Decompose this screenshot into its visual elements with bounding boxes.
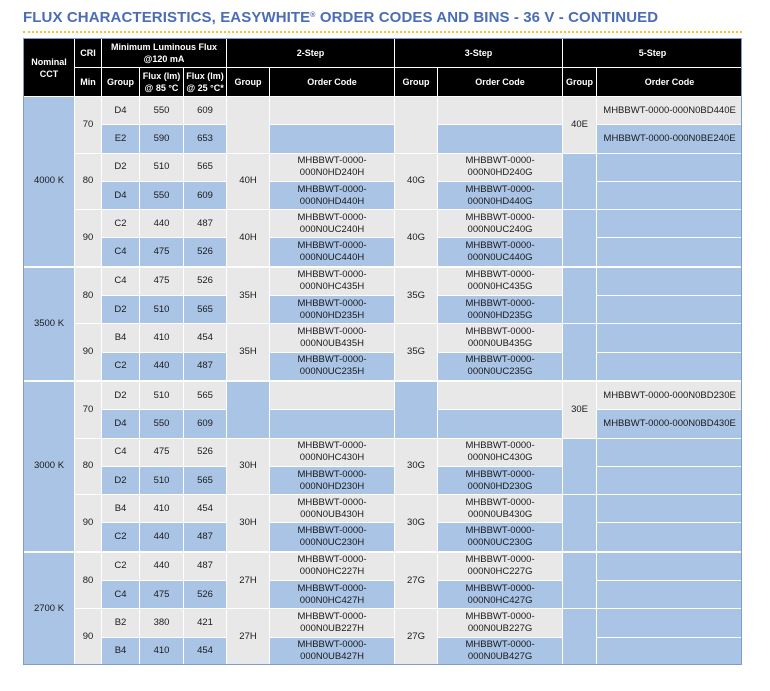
flux-order-codes-table xyxy=(23,38,743,666)
flux-25-cell: 653 xyxy=(184,125,227,153)
group-3-step-cell: 30G xyxy=(395,495,438,552)
order-code-2-step-cell: MHBBWT-0000-000N0HC427H xyxy=(270,581,395,609)
order-code-5-step-cell xyxy=(597,581,743,609)
header-3-step: 3-Step xyxy=(395,39,563,68)
table-row xyxy=(24,637,743,665)
flux-25-cell: 565 xyxy=(184,466,227,494)
order-code-3-step-cell: MHBBWT-0000-000N0UB227G xyxy=(438,609,563,637)
group-2-step-cell: 27H xyxy=(227,552,270,609)
header-group-2-step: Group xyxy=(227,68,270,97)
group-5-step-cell xyxy=(563,609,597,666)
group-2-step-cell: 40H xyxy=(227,210,270,267)
header-5-step: 5-Step xyxy=(563,39,743,68)
group-cell: D2 xyxy=(102,153,140,181)
cct-cell: 3500 K xyxy=(24,267,75,381)
group-cell: D4 xyxy=(102,181,140,209)
table-row xyxy=(24,267,743,296)
order-code-2-step-cell: MHBBWT-0000-000N0UB227H xyxy=(270,609,395,637)
group-2-step-cell: 27H xyxy=(227,609,270,666)
flux-25-cell: 421 xyxy=(184,609,227,637)
flux-85-cell: 510 xyxy=(140,466,184,494)
header-group-5-step: Group xyxy=(563,68,597,97)
header-flux-85: Flux (lm) @ 85 °C xyxy=(140,68,184,97)
order-code-5-step-cell xyxy=(597,495,743,523)
order-code-2-step-cell: MHBBWT-0000-000N0HC227H xyxy=(270,552,395,581)
flux-85-cell: 550 xyxy=(140,97,184,125)
flux-85-cell: 590 xyxy=(140,125,184,153)
order-code-2-step-cell xyxy=(270,410,395,438)
flux-85-cell: 510 xyxy=(140,296,184,324)
group-3-step-cell: 35G xyxy=(395,267,438,324)
group-cell: B4 xyxy=(102,324,140,352)
table-row xyxy=(24,581,743,609)
header-order-code-3-step: Order Code xyxy=(438,68,563,97)
order-code-5-step-cell xyxy=(597,296,743,324)
header-2-step: 2-Step xyxy=(227,39,395,68)
order-code-3-step-cell: MHBBWT-0000-000N0UC230G xyxy=(438,523,563,552)
order-code-5-step-cell xyxy=(597,637,743,665)
group-3-step-cell: 27G xyxy=(395,552,438,609)
group-cell: C4 xyxy=(102,267,140,296)
order-code-2-step-cell xyxy=(270,381,395,410)
group-cell: D4 xyxy=(102,97,140,125)
flux-85-cell: 410 xyxy=(140,637,184,665)
group-3-step-cell: 40G xyxy=(395,210,438,267)
cct-cell: 4000 K xyxy=(24,97,75,267)
group-5-step-cell xyxy=(563,324,597,381)
order-code-5-step-cell xyxy=(597,438,743,466)
table-row xyxy=(24,495,743,523)
order-code-5-step-cell: MHBBWT-0000-000N0BD430E xyxy=(597,410,743,438)
table-row xyxy=(24,352,743,381)
order-code-5-step-cell: MHBBWT-0000-000N0BE240E xyxy=(597,125,743,153)
table-row xyxy=(24,523,743,552)
group-5-step-cell xyxy=(563,495,597,552)
table-row xyxy=(24,552,743,581)
group-5-step-cell xyxy=(563,552,597,609)
table-row xyxy=(24,97,743,125)
order-code-3-step-cell: MHBBWT-0000-000N0UB430G xyxy=(438,495,563,523)
table-row xyxy=(24,296,743,324)
table-row xyxy=(24,438,743,466)
order-code-2-step-cell: MHBBWT-0000-000N0HD230H xyxy=(270,466,395,494)
group-cell: B4 xyxy=(102,495,140,523)
order-code-5-step-cell xyxy=(597,181,743,209)
flux-25-cell: 487 xyxy=(184,352,227,381)
group-cell: D2 xyxy=(102,381,140,410)
order-code-3-step-cell: MHBBWT-0000-000N0HD235G xyxy=(438,296,563,324)
order-code-3-step-cell xyxy=(438,125,563,153)
flux-25-cell: 454 xyxy=(184,324,227,352)
table-row xyxy=(24,210,743,238)
group-cell: C2 xyxy=(102,352,140,381)
flux-25-cell: 565 xyxy=(184,381,227,410)
group-cell: D2 xyxy=(102,466,140,494)
flux-85-cell: 410 xyxy=(140,324,184,352)
table-row xyxy=(24,466,743,494)
group-cell: D4 xyxy=(102,410,140,438)
order-code-2-step-cell: MHBBWT-0000-000N0UB435H xyxy=(270,324,395,352)
order-code-3-step-cell: MHBBWT-0000-000N0HC435G xyxy=(438,267,563,296)
flux-25-cell: 526 xyxy=(184,438,227,466)
order-code-2-step-cell xyxy=(270,125,395,153)
flux-25-cell: 526 xyxy=(184,267,227,296)
order-code-5-step-cell xyxy=(597,210,743,238)
group-5-step-cell: 40E xyxy=(563,97,597,154)
flux-85-cell: 380 xyxy=(140,609,184,637)
order-code-5-step-cell xyxy=(597,466,743,494)
table-row xyxy=(24,238,743,267)
order-code-3-step-cell: MHBBWT-0000-000N0UC235G xyxy=(438,352,563,381)
flux-25-cell: 487 xyxy=(184,210,227,238)
table-row xyxy=(24,410,743,438)
order-code-2-step-cell: MHBBWT-0000-000N0HC435H xyxy=(270,267,395,296)
group-2-step-cell xyxy=(227,381,270,438)
order-code-5-step-cell xyxy=(597,552,743,581)
group-cell: C2 xyxy=(102,523,140,552)
order-code-3-step-cell xyxy=(438,381,563,410)
order-code-2-step-cell: MHBBWT-0000-000N0UB427H xyxy=(270,637,395,665)
header-order-code-5-step: Order Code xyxy=(597,68,743,97)
order-code-2-step-cell: MHBBWT-0000-000N0UC235H xyxy=(270,352,395,381)
flux-25-cell: 454 xyxy=(184,637,227,665)
header-min-flux: Minimum Luminous Flux @120 mA xyxy=(102,39,227,68)
cri-cell: 80 xyxy=(75,552,102,609)
group-3-step-cell xyxy=(395,381,438,438)
group-3-step-cell xyxy=(395,97,438,154)
order-code-2-step-cell: MHBBWT-0000-000N0HC430H xyxy=(270,438,395,466)
order-code-3-step-cell: MHBBWT-0000-000N0UB427G xyxy=(438,637,563,665)
header-flux-25: Flux (lm) @ 25 °C* xyxy=(184,68,227,97)
group-3-step-cell: 35G xyxy=(395,324,438,381)
cri-cell: 90 xyxy=(75,495,102,552)
order-code-5-step-cell xyxy=(597,153,743,181)
order-code-3-step-cell: MHBBWT-0000-000N0HD440G xyxy=(438,181,563,209)
group-2-step-cell: 40H xyxy=(227,153,270,210)
flux-25-cell: 565 xyxy=(184,153,227,181)
order-code-5-step-cell xyxy=(597,324,743,352)
flux-25-cell: 609 xyxy=(184,410,227,438)
cct-cell: 2700 K xyxy=(24,552,75,666)
order-code-2-step-cell: MHBBWT-0000-000N0UB430H xyxy=(270,495,395,523)
flux-25-cell: 454 xyxy=(184,495,227,523)
group-cell: C4 xyxy=(102,581,140,609)
order-code-3-step-cell xyxy=(438,97,563,125)
cri-cell: 70 xyxy=(75,381,102,438)
header-order-code-2-step: Order Code xyxy=(270,68,395,97)
order-code-5-step-cell xyxy=(597,267,743,296)
flux-25-cell: 526 xyxy=(184,581,227,609)
group-2-step-cell: 35H xyxy=(227,324,270,381)
flux-85-cell: 510 xyxy=(140,153,184,181)
cri-cell: 80 xyxy=(75,438,102,495)
group-5-step-cell xyxy=(563,210,597,267)
order-code-3-step-cell: MHBBWT-0000-000N0HC227G xyxy=(438,552,563,581)
flux-85-cell: 475 xyxy=(140,438,184,466)
flux-25-cell: 609 xyxy=(184,97,227,125)
order-code-2-step-cell: MHBBWT-0000-000N0HD235H xyxy=(270,296,395,324)
cri-cell: 80 xyxy=(75,267,102,324)
order-code-2-step-cell: MHBBWT-0000-000N0HD240H xyxy=(270,153,395,181)
group-5-step-cell xyxy=(563,267,597,324)
order-code-5-step-cell: MHBBWT-0000-000N0BD440E xyxy=(597,97,743,125)
flux-85-cell: 475 xyxy=(140,581,184,609)
order-code-2-step-cell: MHBBWT-0000-000N0UC230H xyxy=(270,523,395,552)
order-code-3-step-cell: MHBBWT-0000-000N0HD230G xyxy=(438,466,563,494)
flux-85-cell: 410 xyxy=(140,495,184,523)
order-code-5-step-cell xyxy=(597,352,743,381)
group-cell: B2 xyxy=(102,609,140,637)
group-2-step-cell: 35H xyxy=(227,267,270,324)
title-divider xyxy=(23,31,742,33)
order-code-5-step-cell xyxy=(597,609,743,637)
order-code-5-step-cell xyxy=(597,523,743,552)
flux-85-cell: 510 xyxy=(140,381,184,410)
flux-85-cell: 475 xyxy=(140,267,184,296)
flux-85-cell: 550 xyxy=(140,181,184,209)
group-5-step-cell xyxy=(563,438,597,495)
cri-cell: 90 xyxy=(75,609,102,666)
flux-25-cell: 526 xyxy=(184,238,227,267)
order-code-2-step-cell: MHBBWT-0000-000N0UC440H xyxy=(270,238,395,267)
group-cell: C4 xyxy=(102,238,140,267)
order-code-3-step-cell: MHBBWT-0000-000N0HC427G xyxy=(438,581,563,609)
group-5-step-cell xyxy=(563,153,597,210)
flux-85-cell: 440 xyxy=(140,552,184,581)
table-row xyxy=(24,324,743,352)
flux-25-cell: 487 xyxy=(184,552,227,581)
order-code-5-step-cell xyxy=(597,238,743,267)
table-row xyxy=(24,609,743,637)
flux-25-cell: 609 xyxy=(184,181,227,209)
order-code-2-step-cell xyxy=(270,97,395,125)
group-3-step-cell: 40G xyxy=(395,153,438,210)
cri-cell: 80 xyxy=(75,153,102,210)
header-min: Min xyxy=(75,68,102,97)
group-2-step-cell: 30H xyxy=(227,495,270,552)
order-code-3-step-cell: MHBBWT-0000-000N0UC240G xyxy=(438,210,563,238)
group-5-step-cell: 30E xyxy=(563,381,597,438)
cri-cell: 90 xyxy=(75,210,102,267)
group-2-step-cell xyxy=(227,97,270,154)
flux-85-cell: 550 xyxy=(140,410,184,438)
cct-cell: 3000 K xyxy=(24,381,75,552)
order-code-2-step-cell: MHBBWT-0000-000N0UC240H xyxy=(270,210,395,238)
flux-85-cell: 440 xyxy=(140,523,184,552)
page-title: FLUX CHARACTERISTICS, EASYWHITE® ORDER CODES AND BINS - 36 V - CONTINUED xyxy=(23,9,659,26)
order-code-3-step-cell: MHBBWT-0000-000N0UC440G xyxy=(438,238,563,267)
cri-cell: 70 xyxy=(75,97,102,154)
table-row xyxy=(24,125,743,153)
header-group: Group xyxy=(102,68,140,97)
order-code-3-step-cell xyxy=(438,410,563,438)
group-cell: C2 xyxy=(102,552,140,581)
header-group-3-step: Group xyxy=(395,68,438,97)
flux-25-cell: 487 xyxy=(184,523,227,552)
group-3-step-cell: 30G xyxy=(395,438,438,495)
table-row xyxy=(24,181,743,209)
order-code-3-step-cell: MHBBWT-0000-000N0HD240G xyxy=(438,153,563,181)
group-cell: D2 xyxy=(102,296,140,324)
order-code-5-step-cell: MHBBWT-0000-000N0BD230E xyxy=(597,381,743,410)
group-cell: B4 xyxy=(102,637,140,665)
group-3-step-cell: 27G xyxy=(395,609,438,666)
header-nominal-cct: Nominal CCT xyxy=(24,39,75,97)
group-cell: C4 xyxy=(102,438,140,466)
order-code-3-step-cell: MHBBWT-0000-000N0UB435G xyxy=(438,324,563,352)
group-cell: E2 xyxy=(102,125,140,153)
order-code-2-step-cell: MHBBWT-0000-000N0HD440H xyxy=(270,181,395,209)
table-row xyxy=(24,153,743,181)
header-cri: CRI xyxy=(75,39,102,68)
table-row xyxy=(24,381,743,410)
order-code-3-step-cell: MHBBWT-0000-000N0HC430G xyxy=(438,438,563,466)
cri-cell: 90 xyxy=(75,324,102,381)
flux-85-cell: 440 xyxy=(140,210,184,238)
flux-25-cell: 565 xyxy=(184,296,227,324)
group-cell: C2 xyxy=(102,210,140,238)
flux-85-cell: 475 xyxy=(140,238,184,267)
group-2-step-cell: 30H xyxy=(227,438,270,495)
flux-85-cell: 440 xyxy=(140,352,184,381)
